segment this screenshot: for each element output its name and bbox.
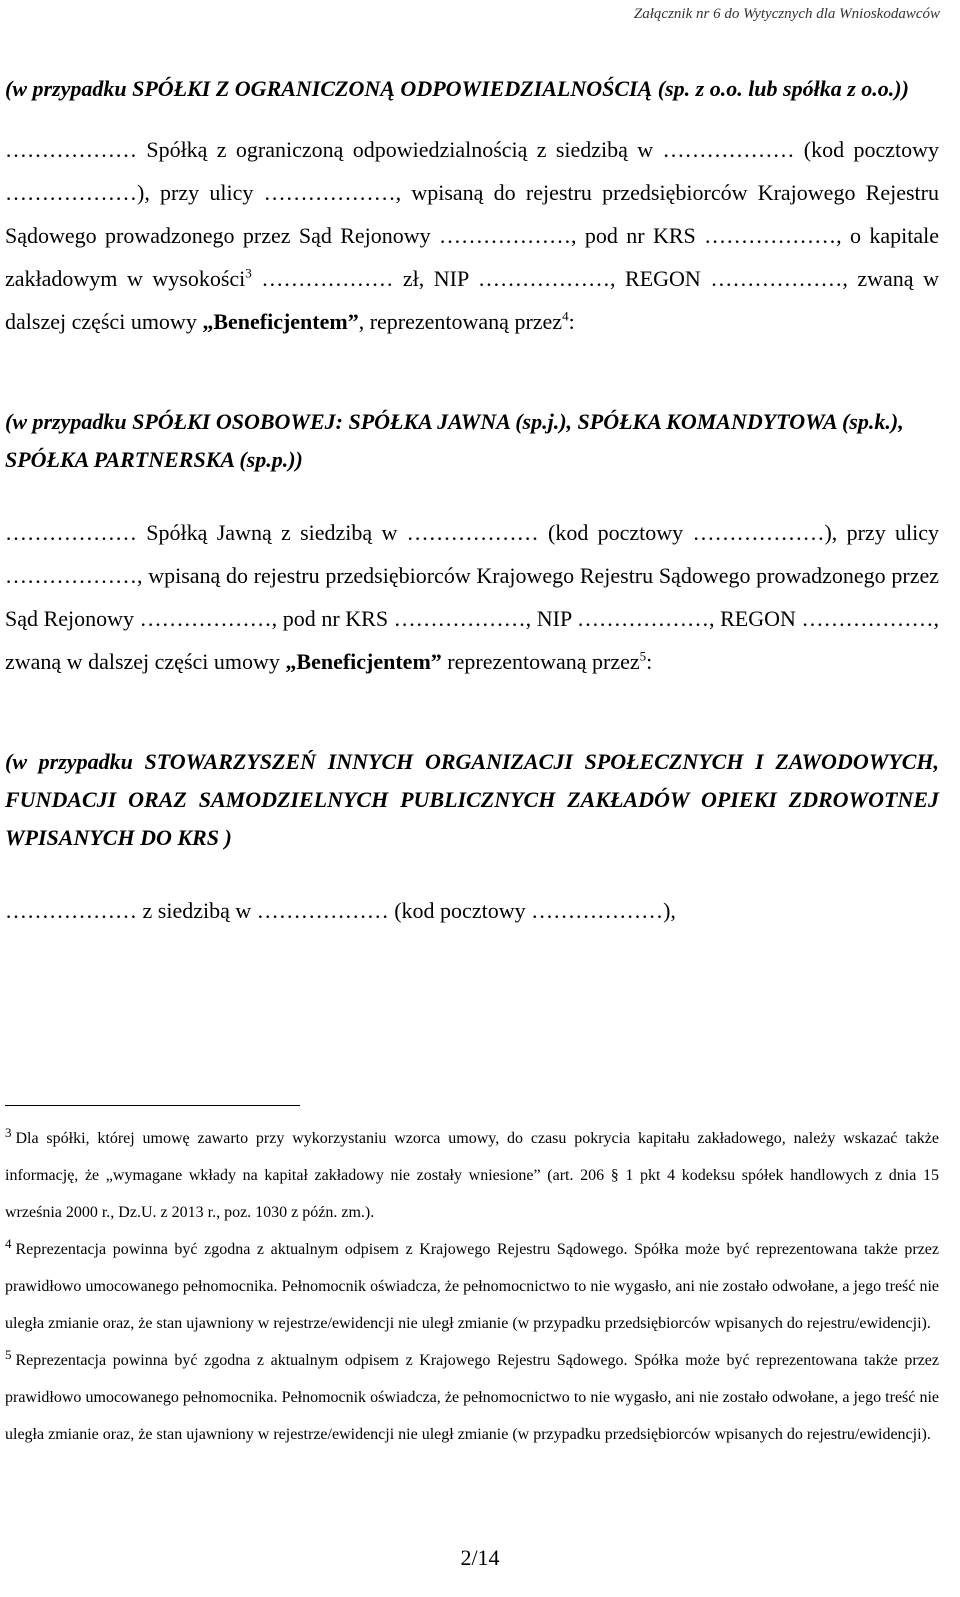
footnote-number: 5	[5, 1346, 12, 1362]
footnote-number: 3	[5, 1124, 12, 1140]
paragraph-partnership-text-2: reprezentowaną przez	[441, 649, 640, 674]
paragraph-partnership-text-3: :	[646, 649, 653, 674]
section-heading-llc: (w przypadku SPÓŁKI Z OGRANICZONĄ ODPOWIEDZIALNOŚCIĄ (sp. z o.o. lub spółka z o.o.))	[5, 76, 909, 101]
document-body	[5, 70, 939, 932]
footnote-text: Reprezentacja powinna być zgodna z aktualnym odpisem z Krajowego Rejestru Sądowego. Spółka może być reprezentowana także przez prawidłowo umocowanego pełnomocnika. Pełnomocnik oświadcza, że pełnomocnictwo to nie wygasło, ani nie zostało odwołane, a jego treść nie uległa zmianie oraz, że stan ujawniony w rejestrze/ewidencji nie uległ zmianie (w przypadku przedsiębiorców wpisanych do rejestru/ewidencji).	[5, 1241, 939, 1332]
footnote-ref-5[interactable]: 5	[639, 648, 647, 664]
paragraph-associations: ……………… z siedzibą w ……………… (kod pocztowy ………………),	[5, 898, 676, 923]
paragraph-llc-text-1: ……………… Spółką z ograniczoną odpowiedzialnością z siedzibą w ……………… (kod pocztowy ………………), przy ulicy ………………, wpisaną do rejestru przedsiębiorców Krajowego Rejestru Sądowego prowadzonego przez Sąd Rejonowy ………………, pod nr KRS ………………, o kapitale zakładowym w wysokości	[5, 137, 939, 291]
footnote-text: Reprezentacja powinna być zgodna z aktualnym odpisem z Krajowego Rejestru Sądowego. Spółka może być reprezentowana także przez prawidłowo umocowanego pełnomocnika. Pełnomocnik oświadcza, że pełnomocnictwo to nie wygasło, ani nie zostało odwołane, a jego treść nie uległa zmianie oraz, że stan ujawniony w rejestrze/ewidencji nie uległ zmianie (w przypadku przedsiębiorców wpisanych do rejestru/ewidencji).	[5, 1352, 939, 1443]
footnote-ref-3[interactable]: 3	[245, 265, 252, 281]
paragraph-llc-text-2: ……………… zł, NIP ………………, REGON ………………, zwaną w dalszej części umowy	[5, 266, 939, 334]
footnotes	[5, 1120, 939, 1453]
section-heading-associations: (w przypadku STOWARZYSZEŃ INNYCH ORGANIZACJI SPOŁECZNYCH I ZAWODOWYCH, FUNDACJI ORAZ SAMODZIELNYCH PUBLICZNYCH ZAKŁADÓW OPIEKI ZDROWOTNEJ WPISANYCH DO KRS )	[5, 749, 939, 850]
footnote-text: Dla spółki, której umowę zawarto przy wykorzystaniu wzorca umowy, do czasu pokrycia kapitału zakładowego, należy wskazać także informację, że „wymagane wkłady na kapitał zakładowy nie zostały wniesione” (art. 206 § 1 pkt 4 kodeksu spółek handlowych z dnia 15 września 2000 r., Dz.U. z 2013 r., poz. 1030 z późn. zm.).	[5, 1130, 939, 1221]
beneficiary-term: „Beneficjentem”	[202, 309, 359, 334]
page-number: 2/14	[460, 1545, 500, 1570]
footnote-3	[5, 1120, 939, 1231]
footnote-number: 4	[5, 1235, 12, 1251]
footnote-5	[5, 1342, 939, 1453]
paragraph-llc-text-3: , reprezentowaną przez	[358, 309, 563, 334]
paragraph-llc	[5, 128, 939, 343]
section-heading-partnership: (w przypadku SPÓŁKI OSOBOWEJ: SPÓŁKA JAWNA (sp.j.), SPÓŁKA KOMANDYTOWA (sp.k.), SPÓŁKA PARTNERSKA (sp.p.))	[5, 409, 904, 472]
footnote-ref-4[interactable]: 4	[562, 308, 569, 324]
paragraph-llc-text-4: :	[568, 309, 575, 334]
paragraph-partnership-text-1: ……………… Spółką Jawną z siedzibą w ……………… (kod pocztowy ………………), przy ulicy ………………, wpisaną do rejestru przedsiębiorców Krajowego Rejestru Sądowego prowadzonego przez Sąd Rejonowy ………………, pod nr KRS ………………, NIP ………………, REGON ………………, zwaną w dalszej części umowy	[5, 520, 939, 674]
beneficiary-term: „Beneficjentem”	[285, 649, 442, 674]
footnote-4	[5, 1231, 939, 1342]
page-header-note: Załącznik nr 6 do Wytycznych dla Wnioskodawców	[633, 6, 940, 22]
paragraph-partnership	[5, 511, 939, 683]
footnote-separator	[5, 1105, 300, 1106]
